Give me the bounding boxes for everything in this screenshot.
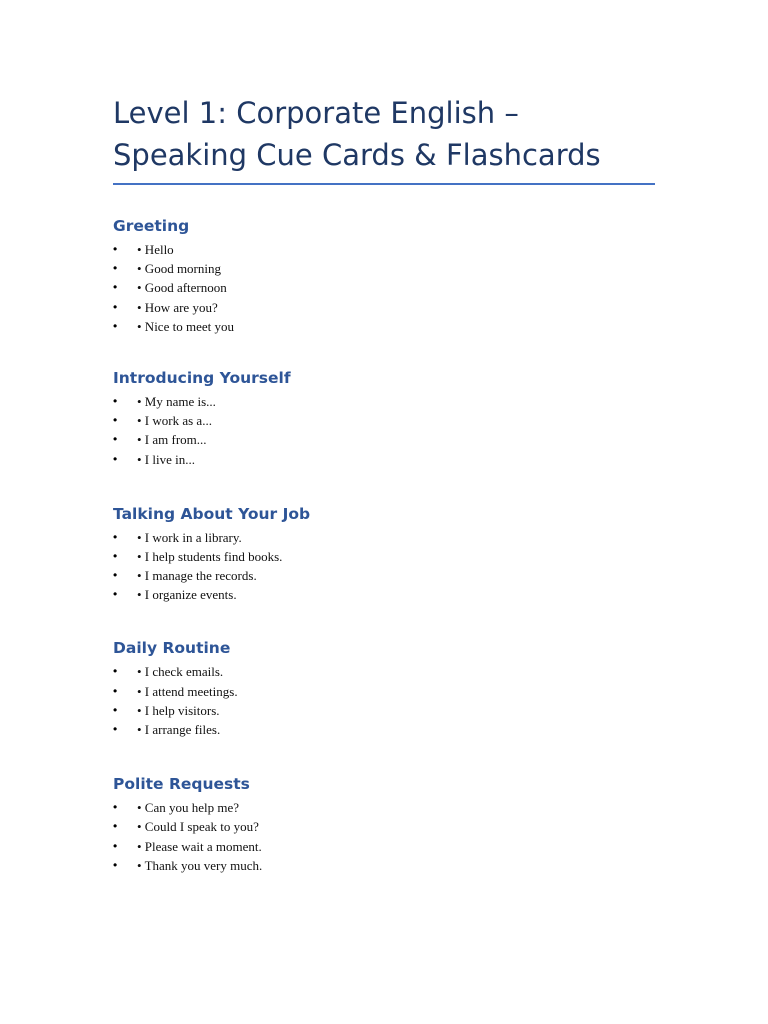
- list-item: [113, 240, 655, 259]
- list-item: [113, 720, 655, 739]
- bullet-list: [113, 392, 655, 469]
- bullet-icon: •: [113, 299, 118, 314]
- bullet-list: [113, 798, 655, 875]
- bullet-icon: •: [113, 451, 118, 466]
- section-greeting: [113, 215, 655, 336]
- list-item-text: • My name is...: [137, 393, 216, 409]
- bullet-icon: •: [113, 683, 118, 698]
- list-item-text: • I check emails.: [137, 664, 224, 680]
- list-item-text: • Nice to meet you: [137, 318, 234, 334]
- bullet-icon: •: [113, 548, 118, 563]
- bullet-icon: •: [113, 413, 118, 428]
- bullet-icon: •: [113, 587, 118, 602]
- bullet-list: [113, 528, 655, 605]
- bullet-icon: •: [113, 393, 118, 408]
- list-item: [113, 278, 655, 297]
- bullet-icon: •: [113, 702, 118, 717]
- bullet-icon: •: [113, 318, 118, 333]
- list-item: [113, 585, 655, 604]
- page-title: Level 1: Corporate English – Speaking Cue Cards & Flashcards: [113, 96, 601, 172]
- list-item-text: • I attend meetings.: [137, 683, 238, 699]
- section-daily-routine: [113, 637, 655, 739]
- title-underline: [113, 183, 655, 185]
- bullet-icon: •: [113, 261, 118, 276]
- bullet-icon: •: [113, 568, 118, 583]
- list-item: [113, 566, 655, 585]
- list-item: [113, 856, 655, 875]
- list-item-text: • I organize events.: [137, 587, 237, 603]
- list-item: [113, 392, 655, 411]
- bullet-icon: •: [113, 432, 118, 447]
- list-item: [113, 837, 655, 856]
- bullet-list: [113, 662, 655, 739]
- section-heading: Greeting: [113, 217, 190, 235]
- list-item: [113, 259, 655, 278]
- list-item-text: • I arrange files.: [137, 722, 221, 737]
- bullet-icon: •: [113, 664, 118, 679]
- bullet-icon: •: [113, 529, 118, 544]
- bullet-icon: •: [113, 722, 118, 736]
- section-heading: Talking About Your Job: [113, 504, 311, 523]
- section-talking-about-your-job: [113, 503, 655, 605]
- list-item-text: • How are you?: [137, 299, 218, 315]
- list-item-text: • Please wait a moment.: [137, 838, 262, 854]
- list-item: [113, 701, 655, 720]
- list-item-text: • Can you help me?: [137, 800, 240, 816]
- bullet-list: [113, 240, 655, 336]
- list-item-text: • I help visitors.: [137, 702, 220, 718]
- document-page: [113, 92, 655, 875]
- bullet-icon: •: [113, 242, 118, 256]
- list-item: [113, 662, 655, 681]
- bullet-icon: •: [113, 857, 118, 872]
- list-item-text: • I am from...: [137, 432, 207, 448]
- list-item-text: • Could I speak to you?: [137, 819, 259, 835]
- bullet-icon: •: [113, 838, 118, 853]
- list-item: [113, 798, 655, 817]
- bullet-icon: •: [113, 800, 118, 815]
- list-item-text: • I work as a...: [137, 413, 212, 429]
- bullet-icon: •: [113, 280, 118, 295]
- list-item: [113, 682, 655, 701]
- list-item: [113, 450, 655, 469]
- list-item: [113, 317, 655, 336]
- list-item-text: • Good morning: [137, 261, 221, 277]
- bullet-icon: •: [113, 819, 118, 834]
- list-item: [113, 817, 655, 836]
- list-item-text: • I live in...: [137, 451, 195, 467]
- list-item: [113, 411, 655, 430]
- list-item-text: • I work in a library.: [137, 529, 242, 545]
- section-heading: Daily Routine: [113, 639, 231, 658]
- list-item-text: • I manage the records.: [137, 568, 257, 584]
- list-item: [113, 430, 655, 449]
- list-item-text: • I help students find books.: [137, 548, 283, 564]
- section-heading: Introducing Yourself: [113, 368, 291, 387]
- list-item: [113, 547, 655, 566]
- list-item-text: • Hello: [137, 242, 174, 257]
- list-item-text: • Thank you very much.: [137, 857, 263, 873]
- list-item-text: • Good afternoon: [137, 280, 227, 296]
- section-heading: Polite Requests: [113, 775, 250, 794]
- section-introducing-yourself: [113, 367, 655, 469]
- section-polite-requests: [113, 773, 655, 875]
- list-item: [113, 298, 655, 317]
- list-item: [113, 528, 655, 547]
